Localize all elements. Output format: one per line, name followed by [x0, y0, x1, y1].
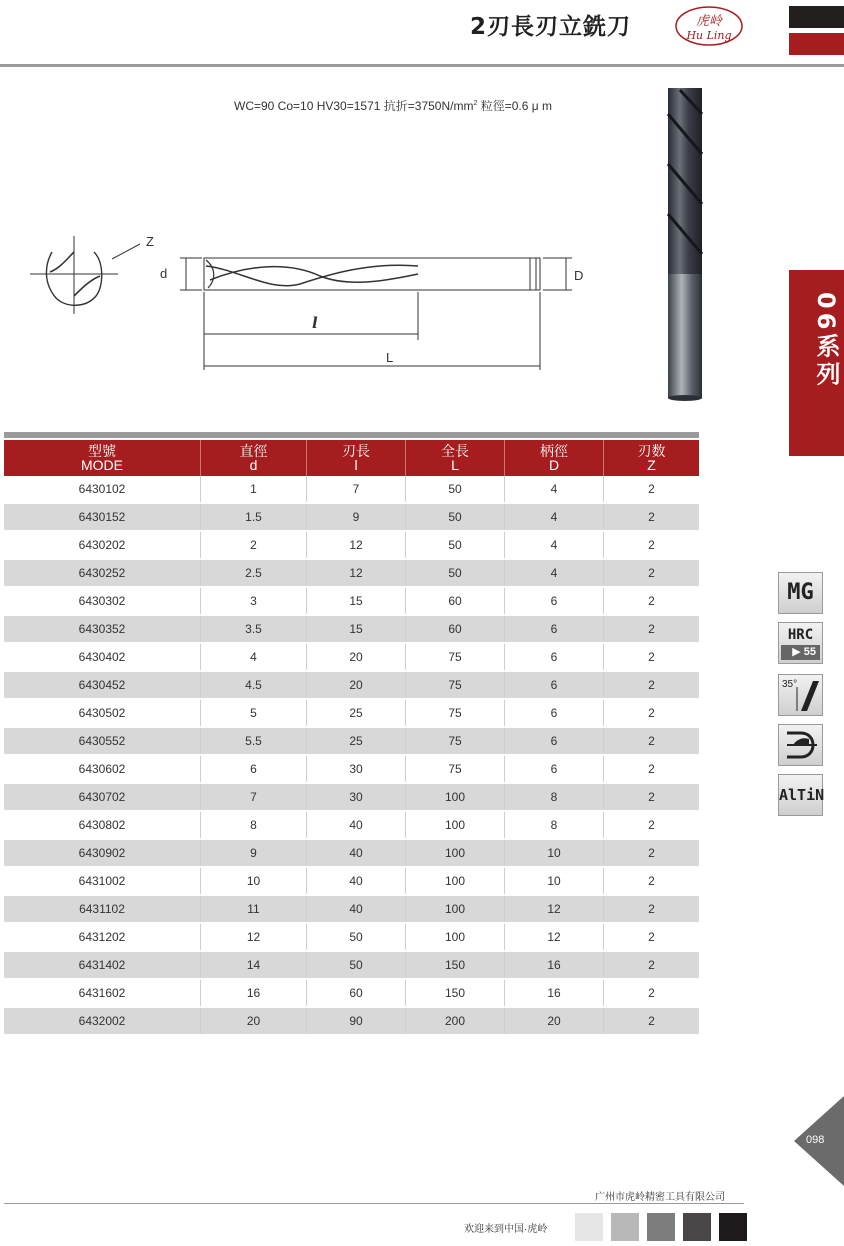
- cell-diameter: 1: [201, 476, 307, 503]
- cell-model: 6431602: [4, 979, 201, 1007]
- table-row: [4, 951, 699, 979]
- cell-overall-length: 60: [406, 615, 505, 643]
- cell-diameter: 5: [201, 699, 307, 727]
- hu-ling-logo: [674, 4, 744, 48]
- welcome-text: 欢迎来到中国·虎岭: [464, 1224, 548, 1235]
- cell-flutes: 2: [604, 1007, 700, 1035]
- header-model: 型號 MODE: [4, 440, 201, 476]
- label-l-small: l: [312, 314, 318, 332]
- table-row: [4, 867, 699, 895]
- cell-flutes: 2: [604, 839, 700, 867]
- cell-shank-diameter: 4: [505, 559, 604, 587]
- cell-overall-length: 50: [406, 476, 505, 503]
- cell-model: 6430352: [4, 615, 201, 643]
- color-swatch: [647, 1213, 675, 1241]
- table-row: [4, 755, 699, 783]
- hrc-value: 55: [803, 646, 816, 658]
- table-row: [4, 587, 699, 615]
- cell-flute-length: 12: [307, 559, 406, 587]
- end-mill-photo: [640, 84, 720, 404]
- cell-diameter: 11: [201, 895, 307, 923]
- header-divider: [0, 64, 844, 67]
- cell-flutes: 2: [604, 895, 700, 923]
- cell-flutes: 2: [604, 699, 700, 727]
- color-swatch: [719, 1213, 747, 1241]
- cell-model: 6432002: [4, 1007, 201, 1035]
- cell-diameter: 7: [201, 783, 307, 811]
- cell-flute-length: 25: [307, 727, 406, 755]
- cell-diameter: 20: [201, 1007, 307, 1035]
- cell-overall-length: 150: [406, 951, 505, 979]
- page-number: 098: [806, 1134, 825, 1146]
- cell-flutes: 2: [604, 979, 700, 1007]
- cell-diameter: 4.5: [201, 671, 307, 699]
- cell-model: 6430252: [4, 559, 201, 587]
- label-l-big: L: [386, 350, 394, 365]
- cell-diameter: 6: [201, 755, 307, 783]
- company-name: 广州市虎岭精密工具有限公司: [595, 1192, 725, 1203]
- cell-overall-length: 50: [406, 531, 505, 559]
- cell-shank-diameter: 4: [505, 503, 604, 531]
- table-row: [4, 923, 699, 951]
- cell-flutes: 2: [604, 811, 700, 839]
- cell-model: 6431002: [4, 867, 201, 895]
- mg-grade-icon: MG: [778, 572, 823, 614]
- cell-flute-length: 40: [307, 811, 406, 839]
- cell-flutes: 2: [604, 755, 700, 783]
- cell-diameter: 3.5: [201, 615, 307, 643]
- cell-model: 6431102: [4, 895, 201, 923]
- cell-shank-diameter: 10: [505, 867, 604, 895]
- cell-shank-diameter: 6: [505, 587, 604, 615]
- header-dark-block: [789, 6, 844, 28]
- label-d-small: d: [160, 266, 168, 281]
- cell-overall-length: 100: [406, 867, 505, 895]
- header-flute-length: 刃長 l: [307, 440, 406, 476]
- cell-flutes: 2: [604, 587, 700, 615]
- cell-shank-diameter: 8: [505, 783, 604, 811]
- header-diameter: 直徑 d: [201, 440, 307, 476]
- cell-diameter: 10: [201, 867, 307, 895]
- cell-model: 6430302: [4, 587, 201, 615]
- spec-table: [4, 440, 699, 1036]
- cell-overall-length: 75: [406, 755, 505, 783]
- cell-shank-diameter: 10: [505, 839, 604, 867]
- cell-diameter: 12: [201, 923, 307, 951]
- cell-flute-length: 15: [307, 587, 406, 615]
- table-row: [4, 839, 699, 867]
- logo-chinese: 虎岭: [695, 14, 723, 29]
- cell-diameter: 4: [201, 643, 307, 671]
- cell-model: 6430602: [4, 755, 201, 783]
- label-z: Z: [146, 234, 154, 249]
- cell-model: 6431202: [4, 923, 201, 951]
- cell-flutes: 2: [604, 643, 700, 671]
- cell-flutes: 2: [604, 559, 700, 587]
- cell-overall-length: 75: [406, 727, 505, 755]
- color-swatch: [575, 1213, 603, 1241]
- cell-overall-length: 75: [406, 643, 505, 671]
- cell-shank-diameter: 6: [505, 727, 604, 755]
- cell-diameter: 1.5: [201, 503, 307, 531]
- cell-overall-length: 50: [406, 559, 505, 587]
- cell-flute-length: 20: [307, 671, 406, 699]
- cell-model: 6430402: [4, 643, 201, 671]
- cell-flute-length: 50: [307, 923, 406, 951]
- cell-diameter: 5.5: [201, 727, 307, 755]
- cell-model: 6430552: [4, 727, 201, 755]
- cell-overall-length: 75: [406, 671, 505, 699]
- table-row: [4, 895, 699, 923]
- cell-diameter: 9: [201, 839, 307, 867]
- cell-diameter: 3: [201, 587, 307, 615]
- cell-model: 6430202: [4, 531, 201, 559]
- cell-model: 6430702: [4, 783, 201, 811]
- cell-flute-length: 30: [307, 755, 406, 783]
- cell-flutes: 2: [604, 727, 700, 755]
- cell-flutes: 2: [604, 531, 700, 559]
- table-row: [4, 979, 699, 1007]
- end-view: [30, 236, 140, 314]
- table-row: [4, 811, 699, 839]
- helix-value: 35°: [782, 679, 798, 690]
- cell-flute-length: 40: [307, 895, 406, 923]
- material-spec: WC=90 Co=10 HV30=1571 抗折$=3750N/mm^2$ 粒徑=0.6 μ m: [234, 99, 552, 113]
- cell-flute-length: 15: [307, 615, 406, 643]
- cell-shank-diameter: 6: [505, 699, 604, 727]
- cell-overall-length: 200: [406, 1007, 505, 1035]
- cell-overall-length: 100: [406, 839, 505, 867]
- table-row: [4, 643, 699, 671]
- color-swatch: [611, 1213, 639, 1241]
- cell-diameter: 16: [201, 979, 307, 1007]
- header-shank-diameter: 柄徑 D: [505, 440, 604, 476]
- cell-shank-diameter: 8: [505, 811, 604, 839]
- cell-overall-length: 100: [406, 895, 505, 923]
- table-row: [4, 699, 699, 727]
- cell-flute-length: 25: [307, 699, 406, 727]
- end-mill-drawing: [0, 222, 640, 382]
- cell-flutes: 2: [604, 476, 700, 503]
- cell-flute-length: 12: [307, 531, 406, 559]
- logo-english: Hu Ling: [686, 29, 732, 42]
- helix-angle-icon: [778, 674, 823, 716]
- cell-diameter: 2.5: [201, 559, 307, 587]
- cell-overall-length: 100: [406, 783, 505, 811]
- cell-flutes: 2: [604, 923, 700, 951]
- cell-shank-diameter: 12: [505, 923, 604, 951]
- cell-flutes: 2: [604, 951, 700, 979]
- table-row: [4, 476, 699, 503]
- cell-overall-length: 60: [406, 587, 505, 615]
- cell-shank-diameter: 20: [505, 1007, 604, 1035]
- end-view-icon: [778, 724, 823, 766]
- cell-overall-length: 150: [406, 979, 505, 1007]
- cell-shank-diameter: 4: [505, 531, 604, 559]
- color-swatch: [683, 1213, 711, 1241]
- altin-coating-icon: AlTiN: [778, 774, 823, 816]
- cell-overall-length: 75: [406, 699, 505, 727]
- cell-flutes: 2: [604, 783, 700, 811]
- cell-overall-length: 100: [406, 923, 505, 951]
- table-row: [4, 783, 699, 811]
- cell-flute-length: 50: [307, 951, 406, 979]
- table-header-row: [4, 440, 699, 476]
- table-top-rule: [4, 432, 699, 438]
- footer-divider: [4, 1203, 744, 1204]
- table-row: [4, 615, 699, 643]
- cell-model: 6430152: [4, 503, 201, 531]
- table-row: [4, 1007, 699, 1035]
- cell-diameter: 8: [201, 811, 307, 839]
- cell-flute-length: 7: [307, 476, 406, 503]
- table-row: [4, 503, 699, 531]
- cell-flute-length: 60: [307, 979, 406, 1007]
- page-title: 2刃長刃立銑刀: [470, 14, 632, 40]
- cell-flute-length: 30: [307, 783, 406, 811]
- cell-flutes: 2: [604, 671, 700, 699]
- cell-flutes: 2: [604, 867, 700, 895]
- cell-shank-diameter: 16: [505, 951, 604, 979]
- cell-flute-length: 20: [307, 643, 406, 671]
- cell-shank-diameter: 6: [505, 671, 604, 699]
- cell-flute-length: 90: [307, 1007, 406, 1035]
- cell-flutes: 2: [604, 615, 700, 643]
- cell-flute-length: 40: [307, 839, 406, 867]
- cell-model: 6430502: [4, 699, 201, 727]
- header-red-block: [789, 33, 844, 55]
- table-row: [4, 531, 699, 559]
- cell-shank-diameter: 6: [505, 755, 604, 783]
- label-d-big: D: [574, 268, 584, 283]
- cell-model: 6431402: [4, 951, 201, 979]
- series-label: 06系列: [812, 292, 840, 390]
- cell-shank-diameter: 12: [505, 895, 604, 923]
- cell-flute-length: 9: [307, 503, 406, 531]
- cell-model: 6430452: [4, 671, 201, 699]
- header-overall-length: 全長 L: [406, 440, 505, 476]
- series-tab: [789, 270, 844, 456]
- cell-diameter: 14: [201, 951, 307, 979]
- header-flutes: 刃数 Z: [604, 440, 700, 476]
- cell-diameter: 2: [201, 531, 307, 559]
- cell-shank-diameter: 4: [505, 476, 604, 503]
- cell-flute-length: 40: [307, 867, 406, 895]
- cell-overall-length: 100: [406, 811, 505, 839]
- cell-model: 6430902: [4, 839, 201, 867]
- cell-model: 6430802: [4, 811, 201, 839]
- hrc-hardness-icon: HRC ▶ 55: [778, 622, 823, 664]
- table-row: [4, 559, 699, 587]
- cell-shank-diameter: 6: [505, 643, 604, 671]
- cell-overall-length: 50: [406, 503, 505, 531]
- cell-model: 6430102: [4, 476, 201, 503]
- cell-flutes: 2: [604, 503, 700, 531]
- cell-shank-diameter: 16: [505, 979, 604, 1007]
- table-row: [4, 727, 699, 755]
- cell-shank-diameter: 6: [505, 615, 604, 643]
- table-row: [4, 671, 699, 699]
- side-view: [180, 258, 572, 370]
